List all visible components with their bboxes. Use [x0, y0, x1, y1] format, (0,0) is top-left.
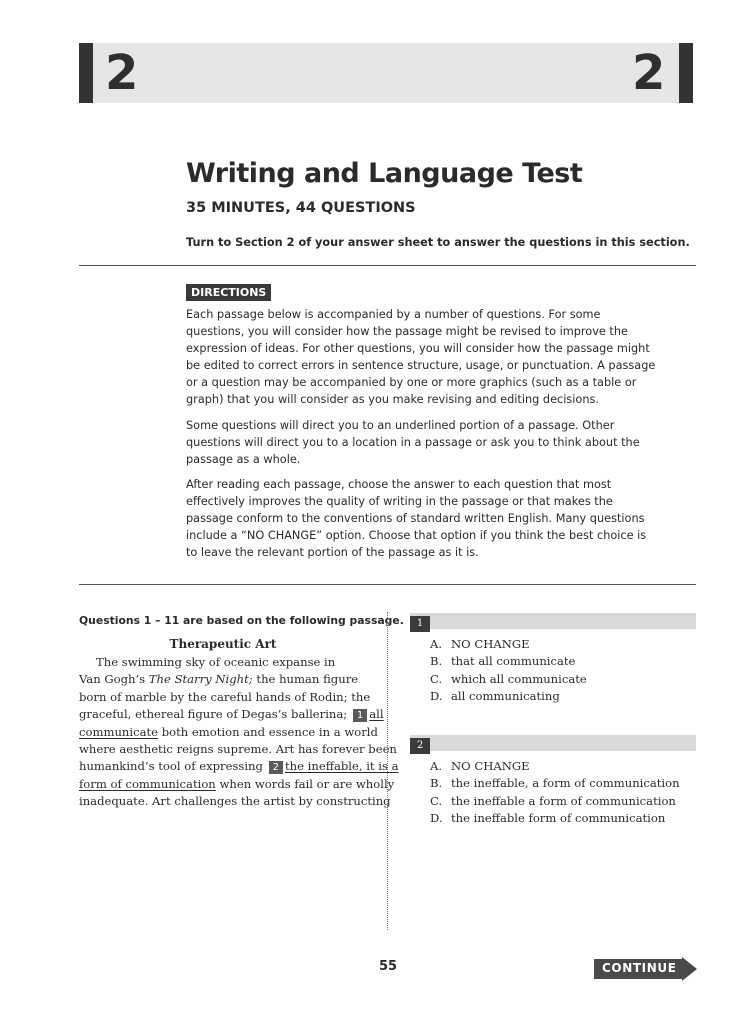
- passage-line: born of marble by the careful hands of Rodin; the: [79, 689, 371, 704]
- passage-line: Van Gogh’s The Starry Night; the human figure: [79, 672, 359, 687]
- question-number: 2: [410, 738, 430, 754]
- directions-paragraph: Each passage below is accompanied by a number of questions. For some questions, you will consider how the passage might be revised to improve the expression of ideas. For other questions, you will consider how the passage might be edited to correct errors in sentence structure, usage, or punctuation. A passage or a question may be accompanied by one or more graphics (such as a table or graph) that you will consider as you make revising and editing decisions.: [186, 308, 656, 407]
- passage-line: graceful, ethereal figure of Degas’s ballerina; 1 all: [79, 707, 384, 722]
- passage-line: where aesthetic reigns supreme. Art has forever been: [79, 741, 397, 756]
- directions-text: [186, 306, 656, 569]
- directions-paragraph: Some questions will direct you to an underlined portion of a passage. Other questions will direct you to a location in a passage or ask you to think about the passage as a whole.: [186, 418, 640, 466]
- answer-sheet-instruction: Turn to Section 2 of your answer sheet to answer the questions in this section.: [186, 236, 690, 249]
- passage-title: Therapeutic Art: [169, 637, 277, 651]
- passage-line: inadequate. Art challenges the artist by constructing: [79, 794, 391, 809]
- passage-questions-header: Questions 1 – 11 are based on the following passage.: [79, 614, 404, 627]
- underlined-portion-2: form of communication: [79, 776, 216, 791]
- question-marker-2[interactable]: 2: [269, 761, 283, 774]
- question-1-choices: [430, 636, 587, 705]
- continue-label: CONTINUE: [602, 961, 677, 975]
- answer-choice[interactable]: C. which all communicate: [430, 671, 587, 686]
- continue-button[interactable]: [594, 957, 697, 981]
- top-divider: [79, 265, 696, 266]
- test-subtitle: 35 MINUTES, 44 QUESTIONS: [186, 200, 416, 216]
- passage-text: [79, 654, 399, 811]
- column-divider: [387, 612, 388, 930]
- passage-line: humankind’s tool of expressing 2 the ineffable, it is a: [79, 759, 399, 774]
- bottom-divider: [79, 584, 696, 585]
- section-header-left-bar: [79, 43, 93, 103]
- section-header-right-bar: [679, 43, 693, 103]
- answer-choice[interactable]: B. the ineffable, a form of communication: [430, 776, 680, 791]
- question-1-header: [410, 613, 696, 629]
- test-title: Writing and Language Test: [186, 158, 583, 189]
- section-number-left: 2: [105, 45, 139, 101]
- answer-choice[interactable]: D. all communicating: [430, 688, 560, 703]
- answer-choice[interactable]: D. the ineffable form of communication: [430, 810, 666, 825]
- passage-line: communicate both emotion and essence in a world: [79, 724, 378, 739]
- answer-choice[interactable]: C. the ineffable a form of communication: [430, 793, 676, 808]
- underlined-portion-1: communicate: [79, 724, 159, 739]
- question-2-header: [410, 735, 696, 751]
- page-number: 55: [378, 959, 398, 974]
- answer-choice[interactable]: B. that all communicate: [430, 654, 576, 669]
- passage-line: form of communication when words fail or are wholly: [79, 776, 395, 791]
- question-number: 1: [410, 616, 430, 632]
- section-header-band: [79, 43, 693, 103]
- underlined-portion-2: the ineffable, it is a: [285, 759, 399, 774]
- answer-choice[interactable]: A. NO CHANGE: [430, 637, 530, 651]
- directions-badge: DIRECTIONS: [186, 284, 271, 301]
- section-number-right: 2: [632, 45, 666, 101]
- question-2-choices: [430, 758, 680, 827]
- underlined-portion-1: all: [369, 707, 384, 722]
- answer-choice[interactable]: A. NO CHANGE: [430, 759, 530, 773]
- directions-paragraph: After reading each passage, choose the answer to each question that most effectively improves the quality of writing in the passage or that makes the passage conform to the conventions of standard written English. Many questions include a “NO CHANGE” option. Choose that option if you think the best choice is to leave the relevant portion of the passage as it is.: [186, 477, 647, 560]
- passage-line: The swimming sky of oceanic expanse in: [96, 655, 336, 669]
- question-marker-1[interactable]: 1: [353, 709, 367, 722]
